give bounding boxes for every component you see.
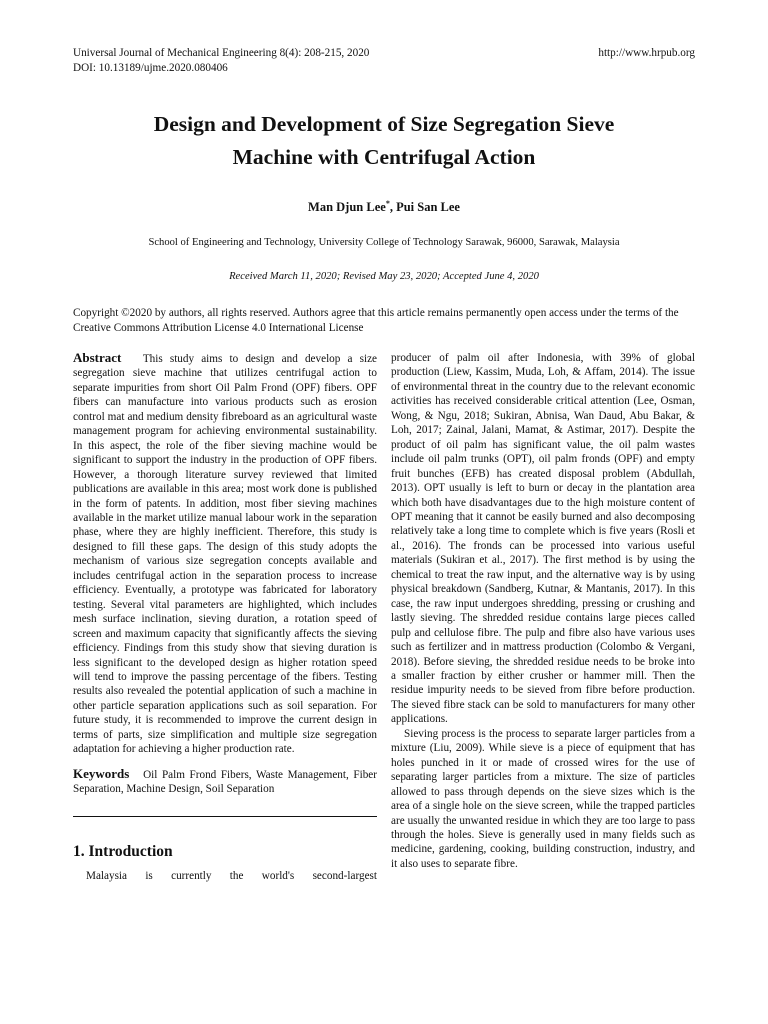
keywords-heading: Keywords (73, 765, 130, 781)
body-paragraph: Sieving process is the process to separate larger particles from a mixture (Liu, 2009). While sieve is a piece of equipment that has holes punched in it or made of crossed wires for the use of separating larger particles from a mixture. The size of particles allowed to pass through depends on the sieve sizes which is the area of a single hole on the sieve screen, while the trapped particles are usually the unwanted residue in which they are too large to pass through the holes. Sieve is generally used in many fields such as medicine, gardening, cooking, building construction, industry, and it also uses to separate fibre. (391, 727, 695, 870)
abstract-heading: Abstract (73, 350, 122, 365)
corresponding-author-marker: * (385, 199, 390, 208)
publisher-url[interactable]: http://www.hrpub.org (598, 47, 695, 59)
author-separator: , (389, 200, 397, 215)
introduction-heading: 1. Introduction (73, 842, 173, 860)
journal-header (73, 46, 695, 76)
section-divider (73, 816, 377, 817)
introduction-text: Malaysia is currently the world's second-largest (86, 869, 377, 882)
copyright-notice: Copyright ©2020 by authors, all rights reserved. Authors agree that this article remains permanently open access under the terms of the Creative Commons Attribution License 4.0 International License (73, 307, 679, 334)
title-line-1: Design and Development of Size Segregation Sieve (153, 112, 615, 136)
paper-title (60, 108, 708, 174)
abstract (73, 351, 377, 757)
author-name: Pui San Lee (396, 200, 460, 215)
keywords (73, 767, 377, 797)
doi: DOI: 10.13189/ujme.2020.080406 (73, 62, 228, 74)
body-paragraph: producer of palm oil after Indonesia, with 39% of global production (Liew, Kassim, Muda, Loh, & Affam, 2014). The issue of environmental threat in the country due to the relevant economic activities has received considerable critical attention (Lee, Osman, Wong, & Ngu, 2018; Sukiran, Abnisa, Wan Daud, Abu Bakar, & Loh, 2017; Zainal, Jalani, Mamat, & Astimar, 2017). Despite the product of oil palm has significant value, the oil palm wastes include oil palm trunks (OPT), oil palm fronds (OPF) and empty fruit bunches (EFB) has created disposal problem (Abdullah, 2013). OPT usually is left to burn or decay in the plantation area which both have disadvantages due to the high moisture content of OPT meaning that it cannot be easily burned and also decomposing relatively take a long time to complete which is five years (Rosli et al., 2016). The fronds can be processed into various useful materials (Sukiran et al., 2017). The first method is by using the chemical to treat the raw input, and the alternative way is by using physical breakdown (Sandberg, Kutnar, & Mantanis, 2017). In this case, the raw input undergoes shredding, pressing or crushing and lastly sieving. The shredded residue contains large pieces called pulp and cellulose fibre. The pulp and fibre also have various uses such as fertilizer and in mattress production (Colombo & Vergani, 2018). Before sieving, the shredded residue needs to be broke into a smaller fraction by either crusher or hammer mill. Then the residue impurity needs to be sieved from fibre before production. The sieved fibre stack can be sold to manufacturers for many other applications. (391, 352, 695, 726)
title-line-2: Machine with Centrifugal Action (232, 145, 536, 169)
abstract-text: This study aims to design and develop a size segregation sieve machine that utilizes centrifugal action to separate impurities from short Oil Palm Frond (OPF) fibers. OPF fibers can manufacture into various products such as erosion control mat and medium density fibreboard as an agricultural waste management program for achieving environmental sustainability. In this aspect, the role of the fiber sieving machine would be significant to support the industry in the production of OPF fibers. However, a thorough literature survey reviewed that limited publications are available in this area; most work done is published in the form of patents. In addition, most fiber sieving machines available in the market utilize manual labour work in the separation phase, where they are highly inefficient. Therefore, this study is designed to fill these gaps. The design of this study adopts the mechanism of various size segregation concepts available and includes centrifugal action in the separation process to increase efficiency. Eventually, a prototype was fabricated for laboratory testing. Several vital parameters are highlighted, which includes mesh surface inclination, sieving duration, a rotation speed of screen and maximum capacity that significantly affects the sieving efficiency. Findings from this study show that sieving duration is less significant to the developed design as higher rotation speed will tend to improve the passing percentage of the fibers. Testing results also revealed the potential application of such a machine in other particle separation applications such as soil separation. For future study, it is recommended to improve the current design in terms of parts, size simplification and multiple size segregation adaptation for achieving a higher production rate. (73, 353, 378, 756)
journal-citation: Universal Journal of Mechanical Engineering 8(4): 208-215, 2020 (73, 47, 370, 59)
affiliation: School of Engineering and Technology, University College of Technology Sarawak, 96000, Sarawak, Malaysia (148, 237, 620, 248)
submission-dates: Received March 11, 2020; Revised May 23, 2020; Accepted June 4, 2020 (229, 271, 539, 282)
right-column (391, 351, 695, 871)
left-column (73, 351, 377, 883)
keywords-text: Oil Palm Frond Fibers, Waste Management, Fiber Separation, Machine Design, Soil Separation (73, 768, 377, 796)
author-list (0, 199, 768, 215)
author-name: Man Djun Lee (308, 200, 386, 215)
